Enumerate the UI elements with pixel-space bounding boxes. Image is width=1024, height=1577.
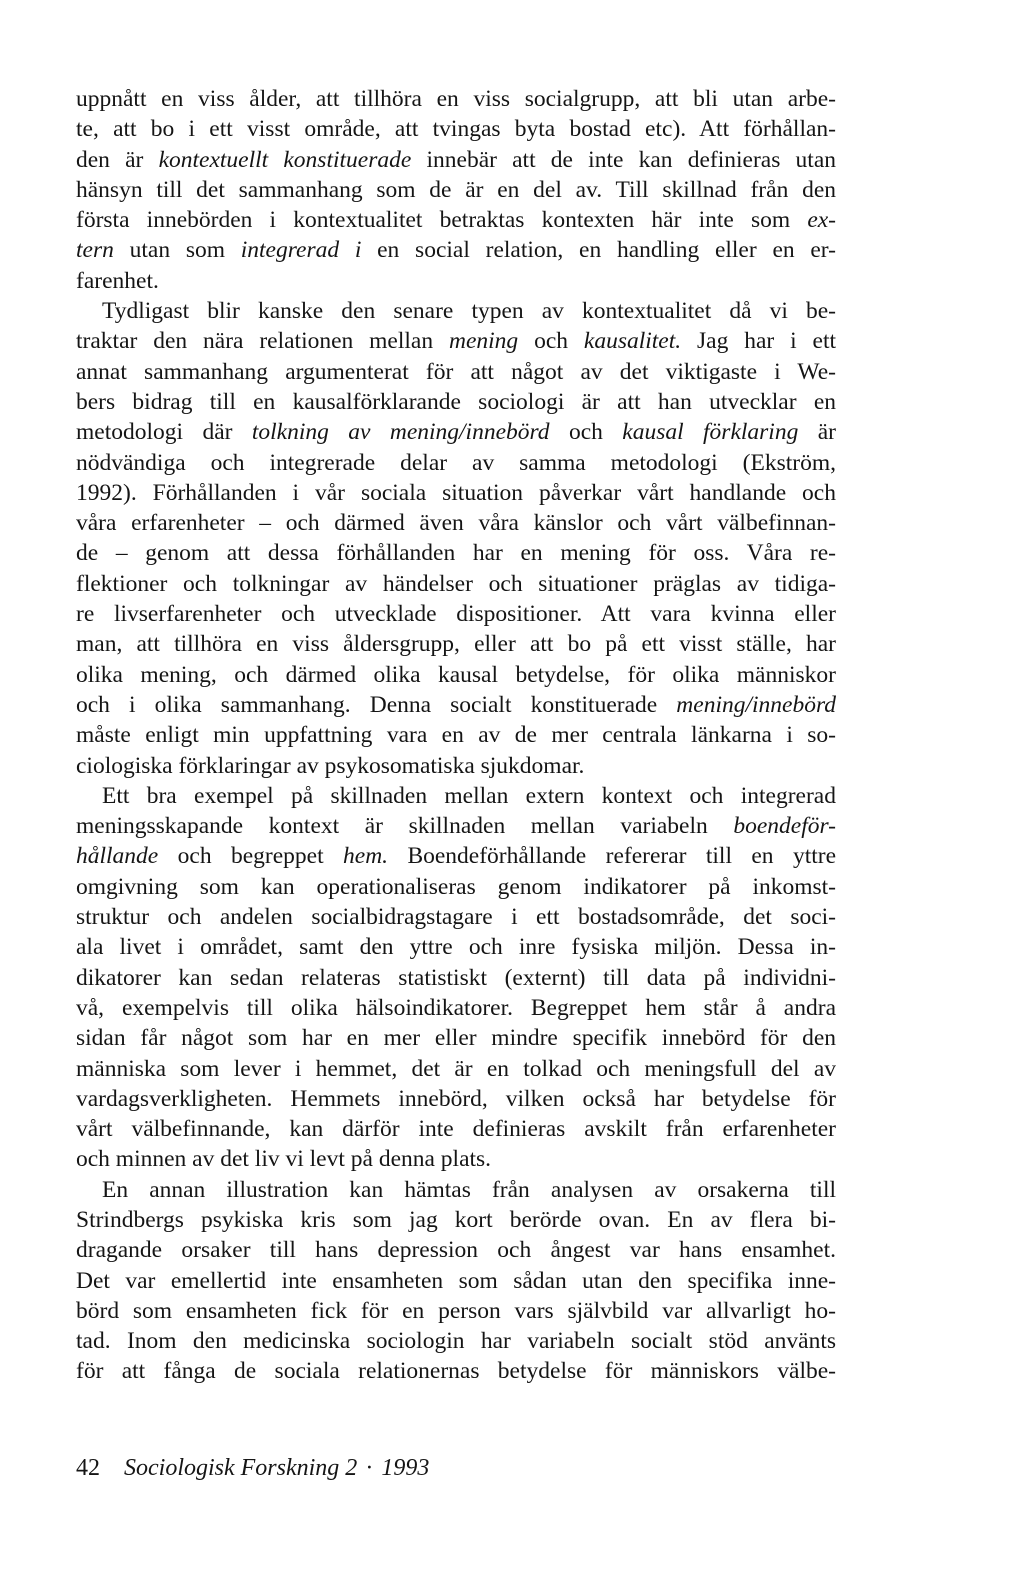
text-segment: En annan illustration kan hämtas från analysen av orsakerna till	[102, 1176, 836, 1203]
text-segment: omgivning som kan operationaliseras genom indikatorer på inkomst-	[76, 873, 836, 900]
text-line	[76, 902, 836, 932]
text-line	[76, 538, 836, 568]
page-footer	[76, 1455, 429, 1482]
text-line	[76, 1114, 836, 1144]
text-line	[76, 1205, 836, 1235]
italic-text: tolkning av mening/innebörd	[251, 419, 550, 446]
text-segment: man, att tillhöra en viss åldersgrupp, eller att bo på ett visst ställe, har	[76, 631, 836, 658]
text-line	[76, 84, 836, 114]
text-line	[76, 690, 836, 720]
text-line	[76, 1235, 836, 1265]
body-text	[76, 84, 836, 1387]
italic-text: hem.	[343, 843, 389, 870]
italic-text: boendeför-	[733, 813, 836, 840]
text-line	[76, 175, 836, 205]
text-segment: människa som lever i hemmet, det är en tolkad och meningsfull del av	[76, 1055, 836, 1082]
text-segment: Det var emellertid inte ensamheten som sådan utan den specifika inne-	[76, 1267, 836, 1294]
text-line	[76, 1326, 836, 1356]
text-line	[76, 720, 836, 750]
text-line	[76, 1175, 836, 1205]
italic-text: kausal förklaring	[622, 419, 799, 446]
text-line	[76, 751, 836, 781]
text-segment: och	[518, 328, 584, 355]
italic-text: mening	[449, 328, 519, 355]
text-segment: vå, exempelvis till olika hälsoindikatorer. Begreppet hem står å andra	[76, 994, 836, 1021]
text-line	[76, 387, 836, 417]
italic-text: kontextuellt konstituerade	[158, 146, 412, 173]
text-line	[76, 1023, 836, 1053]
text-line	[76, 357, 836, 387]
text-segment: en social relation, en handling eller en er-	[361, 237, 836, 264]
text-segment: flektioner och tolkningar av händelser och situationer präglas av tidiga-	[76, 570, 836, 597]
text-line	[76, 993, 836, 1023]
text-segment: struktur och andelen socialbidragstagare i ett bostadsområde, det soci-	[76, 904, 836, 931]
text-segment: och begreppet	[158, 843, 344, 870]
text-segment: hänsyn till det sammanhang som de är en del av. Till skillnad från den	[76, 176, 836, 203]
text-line	[76, 841, 836, 871]
text-segment: och i olika sammanhang. Denna socialt konstituerade	[76, 691, 677, 718]
italic-text: kausalitet.	[583, 328, 682, 355]
text-line	[76, 1356, 836, 1386]
italic-text: hållande	[76, 843, 159, 870]
text-line	[76, 660, 836, 690]
text-line	[76, 417, 836, 447]
text-segment: Boendeförhållande refererar till en yttre	[388, 843, 837, 870]
text-line	[76, 266, 836, 296]
text-segment: vårt välbefinnande, kan därför inte definieras avskilt från erfarenheter	[76, 1116, 836, 1143]
text-segment: traktar den nära relationen mellan	[76, 328, 449, 355]
text-line	[76, 932, 836, 962]
text-segment: bers bidrag till en kausalförklarande sociologi är att han utvecklar en	[76, 388, 836, 415]
text-segment: annat sammanhang argumenterat för att något av det viktigaste i We-	[76, 358, 836, 385]
italic-text: tern	[76, 237, 114, 264]
text-segment: 1992). Förhållanden i vår sociala situation påverkar vårt handlande och	[76, 479, 836, 506]
text-line	[76, 114, 836, 144]
italic-text: ex-	[807, 207, 836, 234]
text-segment: re livserfarenheter och utvecklade dispositioner. Att vara kvinna eller	[76, 601, 836, 628]
text-segment: innebär att de inte kan definieras utan	[411, 146, 836, 173]
text-segment: ala livet i området, samt den yttre och inre fysiska miljön. Dessa in-	[76, 934, 836, 961]
text-line	[76, 1084, 836, 1114]
text-segment: för att fånga de sociala relationernas betydelse för människors välbe-	[76, 1358, 836, 1385]
text-segment: olika mening, och därmed olika kausal betydelse, för olika människor	[76, 661, 836, 688]
text-segment: sidan får något som har en mer eller mindre specifik innebörd för den	[76, 1025, 836, 1052]
italic-text: mening/innebörd	[676, 691, 836, 718]
text-line	[76, 599, 836, 629]
footer-separator: ·	[365, 1455, 374, 1481]
text-segment: Tydligast blir kanske den senare typen av kontextualitet då vi be-	[102, 298, 836, 325]
text-segment: dikatorer kan sedan relateras statistiskt (externt) till data på individni-	[76, 964, 836, 991]
text-segment: nödvändiga och integrerade delar av samma metodologi (Ekström,	[76, 449, 836, 476]
text-segment: vardagsverkligheten. Hemmets innebörd, vilken också har betydelse för	[76, 1085, 836, 1112]
text-line	[76, 1296, 836, 1326]
page-number: 42	[76, 1455, 100, 1481]
text-line	[76, 963, 836, 993]
text-line	[76, 811, 836, 841]
text-line	[76, 781, 836, 811]
text-segment: te, att bo i ett visst område, att tvingas byta bostad etc). Att förhållan-	[76, 116, 836, 143]
text-line	[76, 448, 836, 478]
text-line	[76, 205, 836, 235]
text-line	[76, 508, 836, 538]
italic-text: integrerad i	[240, 237, 362, 264]
text-line	[76, 296, 836, 326]
text-segment: dragande orsaker till hans depression och ångest var hans ensamhet.	[76, 1237, 836, 1264]
text-segment: uppnått en viss ålder, att tillhöra en viss socialgrupp, att bli utan arbe-	[76, 86, 836, 112]
text-segment: Jag har i ett	[681, 328, 837, 355]
text-segment: är	[798, 419, 836, 446]
text-segment: våra erfarenheter – och därmed även våra känslor och vårt välbefinnan-	[76, 510, 836, 537]
text-line	[76, 569, 836, 599]
text-line	[76, 872, 836, 902]
text-segment: farenhet.	[76, 267, 159, 294]
text-line	[76, 478, 836, 508]
text-segment: utan som	[113, 237, 241, 264]
text-line	[76, 629, 836, 659]
text-segment: måste enligt min uppfattning vara en av de mer centrala länkarna i so-	[76, 722, 836, 749]
text-segment: ciologiska förklaringar av psykosomatiska sjukdomar.	[76, 752, 585, 779]
text-line	[76, 1054, 836, 1084]
text-segment: Ett bra exempel på skillnaden mellan extern kontext och integrerad	[102, 782, 836, 809]
text-line	[76, 1266, 836, 1296]
text-segment: första innebörden i kontextualitet betraktas kontexten här inte som	[76, 207, 808, 234]
journal-year: 1993	[381, 1455, 430, 1481]
text-segment: Strindbergs psykiska kris som jag kort berörde ovan. En av flera bi-	[76, 1206, 836, 1233]
text-segment: börd som ensamheten fick för en person vars självbild var allvarligt ho-	[76, 1297, 836, 1324]
text-segment: och minnen av det liv vi levt på denna plats.	[76, 1146, 492, 1173]
text-segment: metodologi där	[76, 419, 252, 446]
text-line	[76, 145, 836, 175]
text-segment: den är	[76, 146, 159, 173]
text-segment: och	[549, 419, 623, 446]
journal-title: Sociologisk Forskning 2	[124, 1455, 358, 1481]
text-segment: de – genom att dessa förhållanden har en mening för oss. Våra re-	[76, 540, 836, 567]
text-line	[76, 235, 836, 265]
text-line	[76, 326, 836, 356]
text-line	[76, 1144, 836, 1174]
text-segment: meningsskapande kontext är skillnaden mellan variabeln	[76, 813, 734, 840]
text-segment: tad. Inom den medicinska sociologin har variabeln socialt stöd använts	[76, 1328, 836, 1355]
